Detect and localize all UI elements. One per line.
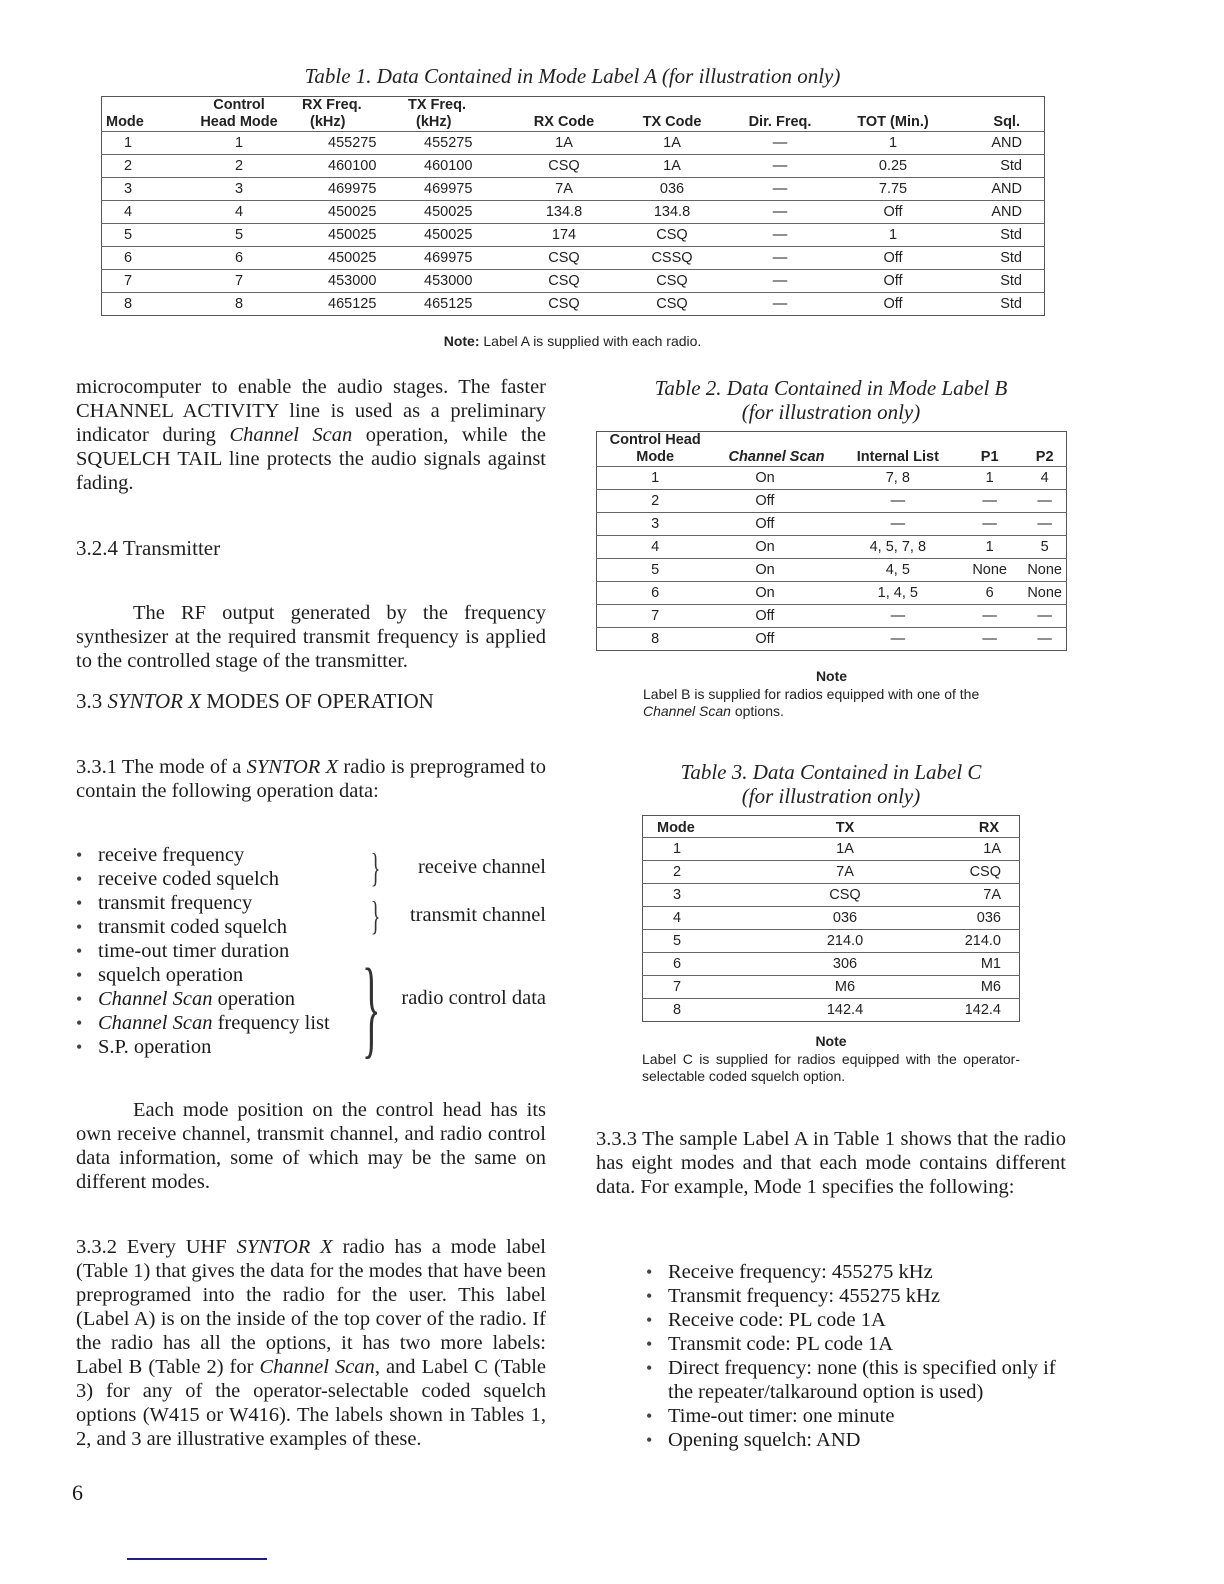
table3-row — [643, 953, 1020, 976]
list-item: • Transmit frequency: 455275 kHz — [646, 1284, 1066, 1308]
table3-cell: 142.4 — [939, 999, 1020, 1022]
list-item: • transmit frequency — [76, 891, 376, 915]
table1-cell: Std — [952, 270, 1045, 293]
table2-cell: 1 — [956, 536, 1023, 559]
table1-cell: — — [726, 224, 834, 247]
table1-cell: 455275 — [298, 132, 404, 155]
table2-cell: — — [956, 513, 1023, 536]
table2-cell: 1, 4, 5 — [840, 582, 956, 605]
table1-cell: 450025 — [404, 224, 510, 247]
table2-cell: — — [840, 628, 956, 651]
table1-cell: 453000 — [404, 270, 510, 293]
table1-cell: Std — [952, 293, 1045, 316]
list-item: • Receive code: PL code 1A — [646, 1308, 1066, 1332]
table1-row — [102, 293, 1045, 316]
table1-cell: 8 — [180, 293, 298, 316]
table3-cell: M6 — [939, 976, 1020, 999]
table1-cell: 450025 — [298, 247, 404, 270]
list-item: • receive frequency — [76, 843, 376, 867]
table1-cell: Std — [952, 224, 1045, 247]
table1-row — [102, 224, 1045, 247]
table3-header: RX — [978, 820, 999, 836]
table1-cell: — — [726, 178, 834, 201]
table1-cell: — — [726, 293, 834, 316]
table3-note-title: Note — [815, 1033, 847, 1049]
table2-cell: — — [1023, 513, 1066, 536]
table1-cell: CSQ — [510, 293, 618, 316]
table3-cell: 142.4 — [751, 999, 939, 1022]
table3-row — [643, 976, 1020, 999]
table2-cell: — — [956, 628, 1023, 651]
table2-cell: 1 — [597, 467, 714, 490]
table1-cell: 465125 — [298, 293, 404, 316]
table1-row — [102, 201, 1045, 224]
group-label-control: radio control data — [401, 987, 546, 1009]
footer-rule — [127, 1558, 267, 1560]
table1-cell: 134.8 — [510, 201, 618, 224]
table3 — [642, 815, 1020, 1022]
table1-row — [102, 155, 1045, 178]
table2-header: Channel Scan — [728, 449, 825, 465]
table2-cell: 2 — [597, 490, 714, 513]
table2-cell: — — [840, 490, 956, 513]
table1-cell: 174 — [510, 224, 618, 247]
table1-cell: 1 — [102, 132, 181, 155]
table1-cell: 450025 — [298, 201, 404, 224]
table1-cell: AND — [952, 132, 1045, 155]
table1-cell: 7 — [180, 270, 298, 293]
table1-cell: 1A — [510, 132, 618, 155]
table2-cell: On — [713, 536, 839, 559]
table1-cell: 8 — [102, 293, 181, 316]
list-item: • Direct frequency: none (this is specified only if the repeater/talkaround option is used) — [646, 1356, 1066, 1404]
table1-cell: 1A — [618, 132, 726, 155]
table3-cell: 3 — [643, 884, 752, 907]
section-3-2-4-heading: 3.2.4 Transmitter — [76, 536, 221, 560]
table1-cell: 450025 — [404, 201, 510, 224]
table1-cell: 0.25 — [834, 155, 952, 178]
table2-row — [597, 467, 1067, 490]
table1-cell: 460100 — [298, 155, 404, 178]
table1-cell: 469975 — [298, 178, 404, 201]
table2-cell: 4 — [1023, 467, 1066, 490]
table2-cell: 4, 5 — [840, 559, 956, 582]
section-3-3-3-paragraph: 3.3.3 The sample Label A in Table 1 shows that the radio has eight modes and that each mode contains different data. For example, Mode 1 specifies the following: — [596, 1128, 1066, 1198]
table2-cell: Off — [713, 490, 839, 513]
table1-cell: 455275 — [404, 132, 510, 155]
table2-cell: — — [956, 605, 1023, 628]
table2-cell: 5 — [597, 559, 714, 582]
table1-header-row — [102, 97, 1045, 132]
table2-header: Control Head Mode — [609, 432, 701, 465]
brace-control: } — [362, 946, 381, 1068]
table3-cell: 036 — [751, 907, 939, 930]
table1-cell: 7A — [510, 178, 618, 201]
table1-cell: Std — [952, 155, 1045, 178]
table1-cell: 469975 — [404, 247, 510, 270]
table3-cell: 036 — [939, 907, 1020, 930]
table1-cell: Off — [834, 201, 952, 224]
table3-cell: M1 — [939, 953, 1020, 976]
table3-header-row — [643, 816, 1020, 838]
table1-cell: 036 — [618, 178, 726, 201]
table1-header: Dir. Freq. — [748, 114, 812, 130]
table3-cell: 6 — [643, 953, 752, 976]
table1-cell: CSQ — [510, 155, 618, 178]
list-item: • squelch operation — [76, 963, 376, 987]
section-3-3-heading: 3.3 SYNTOR X MODES OF OPERATION — [76, 689, 434, 713]
table1-cell: 4 — [180, 201, 298, 224]
table3-row — [643, 861, 1020, 884]
table1-cell: AND — [952, 178, 1045, 201]
table1-header: TOT (Min.) — [857, 114, 929, 130]
table3-cell: CSQ — [751, 884, 939, 907]
table2-cell: None — [1023, 582, 1066, 605]
table1-header: TX Freq. (kHz) — [408, 97, 467, 130]
table2-cell: — — [840, 513, 956, 536]
table2-row — [597, 490, 1067, 513]
page-number: 6 — [72, 1480, 83, 1505]
table3-cell: 8 — [643, 999, 752, 1022]
table1-cell: 469975 — [404, 178, 510, 201]
table3-cell: 214.0 — [939, 930, 1020, 953]
table3-row — [643, 999, 1020, 1022]
table1-row — [102, 132, 1045, 155]
table2-cell: 1 — [956, 467, 1023, 490]
table1-header: RX Freq. (kHz) — [302, 97, 362, 130]
table1-cell: CSQ — [510, 247, 618, 270]
table1-cell: 5 — [180, 224, 298, 247]
mode1-spec-list — [646, 1260, 1066, 1452]
table2-caption: Table 2. Data Contained in Mode Label B (for illustration only) — [654, 376, 1008, 424]
table1-cell: 2 — [102, 155, 181, 178]
table2-cell: — — [956, 490, 1023, 513]
table1-cell: Off — [834, 293, 952, 316]
table1-header: Mode — [106, 114, 144, 130]
table1-cell: 3 — [180, 178, 298, 201]
table1-cell: 134.8 — [618, 201, 726, 224]
table1-cell: CSQ — [510, 270, 618, 293]
table2-row — [597, 605, 1067, 628]
table1-caption: Table 1. Data Contained in Mode Label A (for illustration only) — [304, 64, 841, 88]
table1-cell: CSQ — [618, 270, 726, 293]
table1-cell: 1A — [618, 155, 726, 178]
table2-cell: 6 — [956, 582, 1023, 605]
table3-cell: 1A — [751, 838, 939, 861]
table2-cell: On — [713, 559, 839, 582]
table2-header: P2 — [1035, 449, 1054, 465]
table3-cell: 5 — [643, 930, 752, 953]
table1-cell: 4 — [102, 201, 181, 224]
table3-cell: 7A — [939, 884, 1020, 907]
table1-cell: Off — [834, 270, 952, 293]
table1-cell: 465125 — [404, 293, 510, 316]
table2-cell: Off — [713, 605, 839, 628]
table2-cell: None — [1023, 559, 1066, 582]
table1-cell: — — [726, 270, 834, 293]
section-3-3-2-paragraph: 3.3.2 Every UHF SYNTOR X radio has a mode label (Table 1) that gives the data for the modes that have been preprogramed into the radio for the user. This label (Label A) is on the inside of the top cover of the radio. If the radio has all the options, it has two more labels: Label B (Table 2) for Channel Scan, and Label C (Table 3) for any of the operator-selectable coded squelch options (W415 or W416). The labels shown in Tables 1, 2, and 3 are illustrative examples of these. — [76, 1236, 546, 1450]
table2-cell: Off — [713, 628, 839, 651]
table1 — [101, 96, 1045, 316]
table3-cell: 7A — [751, 861, 939, 884]
table2-header: P1 — [980, 449, 999, 465]
table1-cell: CSSQ — [618, 247, 726, 270]
table1-cell: 453000 — [298, 270, 404, 293]
table1-cell: 5 — [102, 224, 181, 247]
table1-cell: 3 — [102, 178, 181, 201]
table1-header: Sql. — [993, 114, 1020, 130]
table1-note: Note: Label A is supplied with each radio. — [443, 333, 702, 349]
table2-cell: — — [840, 605, 956, 628]
table2-header-row — [597, 432, 1067, 467]
table2-cell: On — [713, 582, 839, 605]
table1-cell: 7.75 — [834, 178, 952, 201]
table2-header: Internal List — [856, 449, 939, 465]
table2-cell: 3 — [597, 513, 714, 536]
table1-row — [102, 178, 1045, 201]
table1-cell: Off — [834, 247, 952, 270]
table3-cell: CSQ — [939, 861, 1020, 884]
table3-caption: Table 3. Data Contained in Label C (for illustration only) — [680, 760, 982, 808]
table1-header: Control Head Mode — [200, 97, 278, 130]
group-label-receive: receive channel — [417, 856, 546, 878]
table2-cell: Off — [713, 513, 839, 536]
table2-cell: 8 — [597, 628, 714, 651]
table2-note: Label B is supplied for radios equipped with one of the Channel Scan options. — [643, 686, 980, 719]
table2-note-title: Note — [815, 668, 848, 684]
table3-row — [643, 838, 1020, 861]
table1-cell: 450025 — [298, 224, 404, 247]
table3-cell: 1A — [939, 838, 1020, 861]
table2-row — [597, 582, 1067, 605]
table1-cell: Std — [952, 247, 1045, 270]
table3-cell: 4 — [643, 907, 752, 930]
table1-cell: CSQ — [618, 224, 726, 247]
table2-cell: — — [1023, 490, 1066, 513]
table2-cell: 7 — [597, 605, 714, 628]
table2-cell: 4 — [597, 536, 714, 559]
table2-cell: 5 — [1023, 536, 1066, 559]
table1-cell: 1 — [834, 132, 952, 155]
table2-row — [597, 559, 1067, 582]
table1-cell: 2 — [180, 155, 298, 178]
table1-cell: 6 — [102, 247, 181, 270]
table3-cell: M6 — [751, 976, 939, 999]
section-3-3-1-paragraph: 3.3.1 The mode of a SYNTOR X radio is preprogramed to contain the following operation data: — [76, 756, 546, 802]
table1-cell: AND — [952, 201, 1045, 224]
table1-header: RX Code — [533, 114, 595, 130]
list-item: • Channel Scan frequency list — [76, 1011, 376, 1035]
list-item: • receive coded squelch — [76, 867, 376, 891]
transmitter-paragraph: The RF output generated by the frequency synthesizer at the required transmit frequency is applied to the controlled stage of the transmitter. — [76, 602, 546, 672]
list-item: • Transmit code: PL code 1A — [646, 1332, 1066, 1356]
table2-cell: On — [713, 467, 839, 490]
list-item: • Opening squelch: AND — [646, 1428, 1066, 1452]
table1-row — [102, 270, 1045, 293]
list-item: • Receive frequency: 455275 kHz — [646, 1260, 1066, 1284]
table1-cell: — — [726, 201, 834, 224]
table3-cell: 7 — [643, 976, 752, 999]
table3-row — [643, 930, 1020, 953]
table3-note: Label C is supplied for radios equipped with the operator-selectable coded squelch option. — [642, 1051, 1020, 1084]
group-label-transmit: transmit channel — [409, 904, 546, 926]
list-item: • time-out timer duration — [76, 939, 376, 963]
table3-cell: 214.0 — [751, 930, 939, 953]
table3-row — [643, 884, 1020, 907]
table3-cell: 306 — [751, 953, 939, 976]
table2 — [596, 431, 1067, 651]
table2-cell: 4, 5, 7, 8 — [840, 536, 956, 559]
list-item: • transmit coded squelch — [76, 915, 376, 939]
mode-position-paragraph: Each mode position on the control head has its own receive channel, transmit channel, and radio control data information, some of which may be the same on different modes. — [76, 1099, 546, 1193]
table2-cell: None — [956, 559, 1023, 582]
table2-row — [597, 513, 1067, 536]
table1-cell: CSQ — [618, 293, 726, 316]
list-item: • S.P. operation — [76, 1035, 376, 1059]
table1-cell: 460100 — [404, 155, 510, 178]
table3-cell: 2 — [643, 861, 752, 884]
table2-row — [597, 628, 1067, 651]
list-item: • Time-out timer: one minute — [646, 1404, 1066, 1428]
brace-transmit: } — [370, 893, 381, 938]
table3-header: Mode — [657, 820, 695, 836]
intro-paragraph: microcomputer to enable the audio stages. The faster CHANNEL ACTIVITY line is used as a preliminary indicator during Channel Scan operation, while the SQUELCH TAIL line protects the audio signals against fading. — [76, 376, 546, 494]
table2-row — [597, 536, 1067, 559]
brace-receive: } — [370, 845, 381, 890]
table1-header: TX Code — [642, 114, 702, 130]
table3-cell: 1 — [643, 838, 752, 861]
table2-cell: 7, 8 — [840, 467, 956, 490]
table2-cell: — — [1023, 628, 1066, 651]
table1-cell: — — [726, 155, 834, 178]
table1-cell: 7 — [102, 270, 181, 293]
table2-cell: 6 — [597, 582, 714, 605]
table1-cell: — — [726, 132, 834, 155]
table3-header: TX — [835, 820, 855, 836]
table1-cell: 1 — [834, 224, 952, 247]
table3-row — [643, 907, 1020, 930]
list-item: • Channel Scan operation — [76, 987, 376, 1011]
table1-row — [102, 247, 1045, 270]
table1-cell: — — [726, 247, 834, 270]
table1-cell: 1 — [180, 132, 298, 155]
operation-data-list — [76, 843, 376, 1059]
table2-cell: — — [1023, 605, 1066, 628]
table1-cell: 6 — [180, 247, 298, 270]
